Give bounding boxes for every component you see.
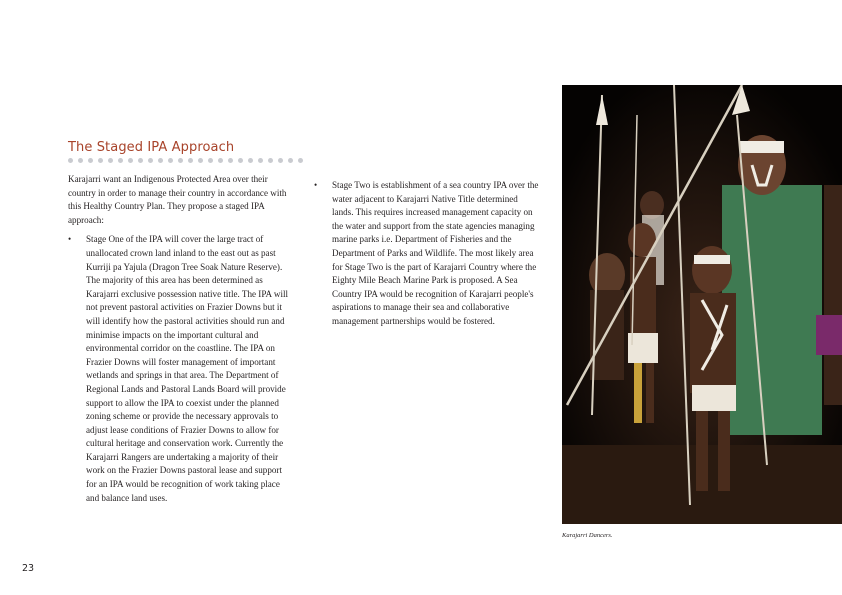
left-column [68,173,290,505]
dotted-divider [68,158,303,163]
bullet-text: Stage Two is establishment of a sea country IPA over the water adjacent to Karajarri Native Title determined lands. This requires increased management capacity on the water and support from the state agencies managing marine parks i.e. Department of Fisheries and the Department of Parks and Wildlife. The most likely area for Stage Two is the part of Karajarri Country where the Eighty Mile Beach Marine Park is proposed. A Sea Country IPA would be recognition of Karajarri people's aspirations to manage their sea and collaborative management partnerships would be fostered. [332,180,539,326]
bullet-marker: • [314,180,318,190]
section-heading: The Staged IPA Approach [68,140,235,155]
page-number: 23 [22,563,35,574]
right-column [314,179,540,329]
bullet-stage-one [68,233,290,505]
bullet-text: Stage One of the IPA will cover the large tract of unallocated crown land inland to the east out as past Kurriji pa Yajula (Dragon Tree Soak Nature Reserve). The majority of this area has been determined as Karajarri exclusive possession native title. The IPA will not prevent pastoral activities on Frazier Downs but it will identify how the pastoral activities should run and minimise impacts on the important cultural and environmental corridor on the coastline. The IPA on Frazier Downs will foster management of important wetlands and springs in that area. The Department of Regional Lands and Pastoral Lands Board will provide support to allow the IPA to coexist under the planned zoning scheme or provide the necessary approvals to adjust lease conditions of Frazier Downs to allow for cultural heritage and conservation work. Currently the Karajarri Rangers are undertaking a majority of their work on the Frazier Downs pastoral lease and support for an IPA would be recognition of work taking place and balance land uses. [86,234,289,503]
bullet-stage-two [314,179,540,329]
photo-caption: Karajarri Dancers. [562,532,613,539]
dancers-photo [562,85,842,524]
bullet-marker: • [68,234,72,245]
intro-paragraph: Karajarri want an Indigenous Protected Area over their country in order to manage their country in accordance with this Healthy Country Plan. They propose a staged IPA approach: [68,174,287,225]
